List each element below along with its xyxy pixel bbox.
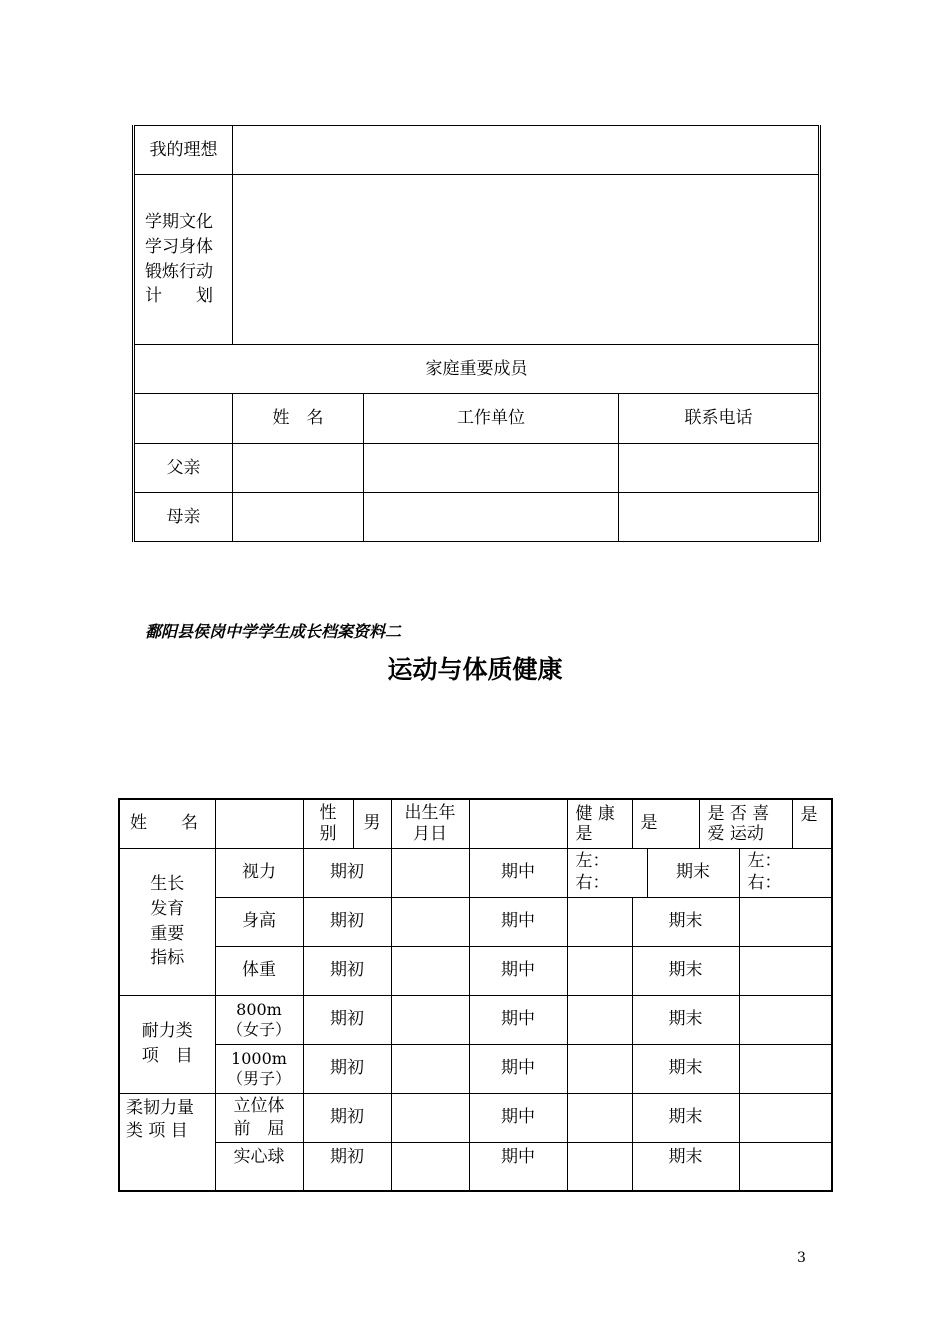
sit-reach-label <box>215 1093 303 1142</box>
school-label: 鄱阳县侯岗中学学生成长档案资料二 <box>145 622 402 641</box>
gender-label <box>303 799 353 848</box>
height-label: 身高 <box>215 897 303 946</box>
birth-label-line: 月日 <box>413 823 447 844</box>
plan-line: 学期文化 <box>145 212 213 233</box>
run-800-start-field[interactable] <box>391 995 469 1044</box>
ideal-field[interactable] <box>233 126 820 175</box>
gender-label-line: 性 <box>319 803 337 824</box>
height-end-field[interactable] <box>739 897 832 946</box>
sit-reach-end-field[interactable] <box>739 1093 832 1142</box>
vision-start-field[interactable] <box>391 848 469 897</box>
ideal-label: 我的理想 <box>134 126 233 175</box>
run-1000-end-field[interactable] <box>739 1044 832 1093</box>
flex-group-line: 类 项 目 <box>126 1121 188 1142</box>
term-end-label: 期末 <box>632 1093 739 1142</box>
gender-label-line: 别 <box>319 823 337 844</box>
weight-start-field[interactable] <box>391 946 469 995</box>
page-title: 运动与体质健康 <box>387 655 563 684</box>
health-value: 是 <box>632 799 699 848</box>
right-eye-label: 右： <box>575 872 610 893</box>
plan-line: 学习身体 <box>145 236 213 257</box>
height-start-field[interactable] <box>391 897 469 946</box>
medicine-ball-start-field[interactable] <box>391 1142 469 1191</box>
sit-reach-start-field[interactable] <box>391 1093 469 1142</box>
plan-line: 计 划 <box>145 286 213 307</box>
birth-label-line: 出生年 <box>404 803 456 824</box>
term-mid-label: 期中 <box>469 848 567 897</box>
father-work-field[interactable] <box>364 444 619 493</box>
term-end-label: 期末 <box>632 1142 739 1191</box>
term-start-label: 期初 <box>303 995 391 1044</box>
father-phone-field[interactable] <box>619 444 820 493</box>
name-label: 姓 名 <box>119 799 215 848</box>
medicine-ball-end-field[interactable] <box>739 1142 832 1191</box>
mother-name-field[interactable] <box>233 493 364 542</box>
vision-label: 视力 <box>215 848 303 897</box>
term-end-label: 期末 <box>632 1044 739 1093</box>
medicine-ball-label: 实心球 <box>215 1142 303 1191</box>
weight-end-field[interactable] <box>739 946 832 995</box>
weight-mid-field[interactable] <box>567 946 632 995</box>
run-800-end-field[interactable] <box>739 995 832 1044</box>
term-end-label: 期末 <box>632 995 739 1044</box>
gender-value: 男 <box>353 799 391 848</box>
birth-label <box>391 799 469 848</box>
likes-sport-value: 是 <box>792 799 832 848</box>
likes-sport-label-line: 是 否 喜 <box>707 804 770 824</box>
weight-label: 体重 <box>215 946 303 995</box>
family-header: 家庭重要成员 <box>134 345 820 394</box>
growth-group-line: 指标 <box>150 948 185 969</box>
likes-sport-label-line: 爱 运动 <box>707 824 764 845</box>
endurance-group-line: 项 目 <box>141 1046 193 1066</box>
growth-group-line: 发育 <box>150 898 185 919</box>
father-label: 父亲 <box>134 444 233 493</box>
sports-health-table <box>118 798 833 1192</box>
term-mid-label: 期中 <box>469 1093 567 1142</box>
flex-group-line: 柔韧力量 <box>126 1097 194 1118</box>
plan-field[interactable] <box>233 175 820 345</box>
personal-info-table <box>132 125 821 542</box>
right-eye-label: 右： <box>747 872 782 893</box>
growth-group-line: 生长 <box>150 874 185 895</box>
term-mid-label: 期中 <box>469 1044 567 1093</box>
mother-work-field[interactable] <box>364 493 619 542</box>
sit-reach-line: 立位体 <box>233 1096 285 1117</box>
term-start-label: 期初 <box>303 848 391 897</box>
run-800-mid-field[interactable] <box>567 995 632 1044</box>
run-1000-start-field[interactable] <box>391 1044 469 1093</box>
endurance-group-line: 耐力类 <box>141 1021 193 1042</box>
empty-header-cell <box>134 394 233 444</box>
run-1000-mid-field[interactable] <box>567 1044 632 1093</box>
health-label <box>567 799 632 848</box>
col-work-header: 工作单位 <box>364 394 619 444</box>
sit-reach-mid-field[interactable] <box>567 1093 632 1142</box>
term-mid-label: 期中 <box>469 995 567 1044</box>
plan-label <box>134 175 233 345</box>
term-mid-label: 期中 <box>469 1142 567 1191</box>
health-label-line: 是 <box>575 824 593 845</box>
health-label-line: 健 康 <box>575 804 615 824</box>
run-800-line: 800m <box>236 999 282 1019</box>
likes-sport-label <box>699 799 792 848</box>
term-end-label: 期末 <box>632 946 739 995</box>
term-start-label: 期初 <box>303 1044 391 1093</box>
term-end-label: 期末 <box>647 848 739 897</box>
mother-phone-field[interactable] <box>619 493 820 542</box>
run-1000-line: 1000m <box>231 1048 287 1068</box>
vision-mid-field[interactable] <box>567 848 647 897</box>
medicine-ball-mid-field[interactable] <box>567 1142 632 1191</box>
name-field[interactable] <box>215 799 303 848</box>
height-mid-field[interactable] <box>567 897 632 946</box>
term-start-label: 期初 <box>303 1142 391 1191</box>
left-eye-label: 左： <box>747 850 782 871</box>
flex-group-label <box>119 1093 215 1191</box>
term-start-label: 期初 <box>303 946 391 995</box>
run-1000-line: （男子） <box>226 1068 291 1088</box>
endurance-group-label <box>119 995 215 1093</box>
col-name-header: 姓 名 <box>233 394 364 444</box>
term-mid-label: 期中 <box>469 897 567 946</box>
vision-end-field[interactable] <box>739 848 832 897</box>
growth-group-line: 重要 <box>150 923 185 944</box>
father-name-field[interactable] <box>233 444 364 493</box>
growth-group-label <box>119 848 215 995</box>
mother-label: 母亲 <box>134 493 233 542</box>
sit-reach-line: 前 屈 <box>233 1118 285 1139</box>
term-mid-label: 期中 <box>469 946 567 995</box>
birth-field[interactable] <box>469 799 567 848</box>
page-number: 3 <box>797 1250 806 1266</box>
run-800-line: （女子） <box>226 1019 291 1039</box>
plan-line: 锻炼行动 <box>145 261 213 282</box>
run-800-label <box>215 995 303 1044</box>
run-1000-label <box>215 1044 303 1093</box>
term-end-label: 期末 <box>632 897 739 946</box>
term-start-label: 期初 <box>303 1093 391 1142</box>
col-phone-header: 联系电话 <box>619 394 820 444</box>
left-eye-label: 左： <box>575 850 610 871</box>
term-start-label: 期初 <box>303 897 391 946</box>
